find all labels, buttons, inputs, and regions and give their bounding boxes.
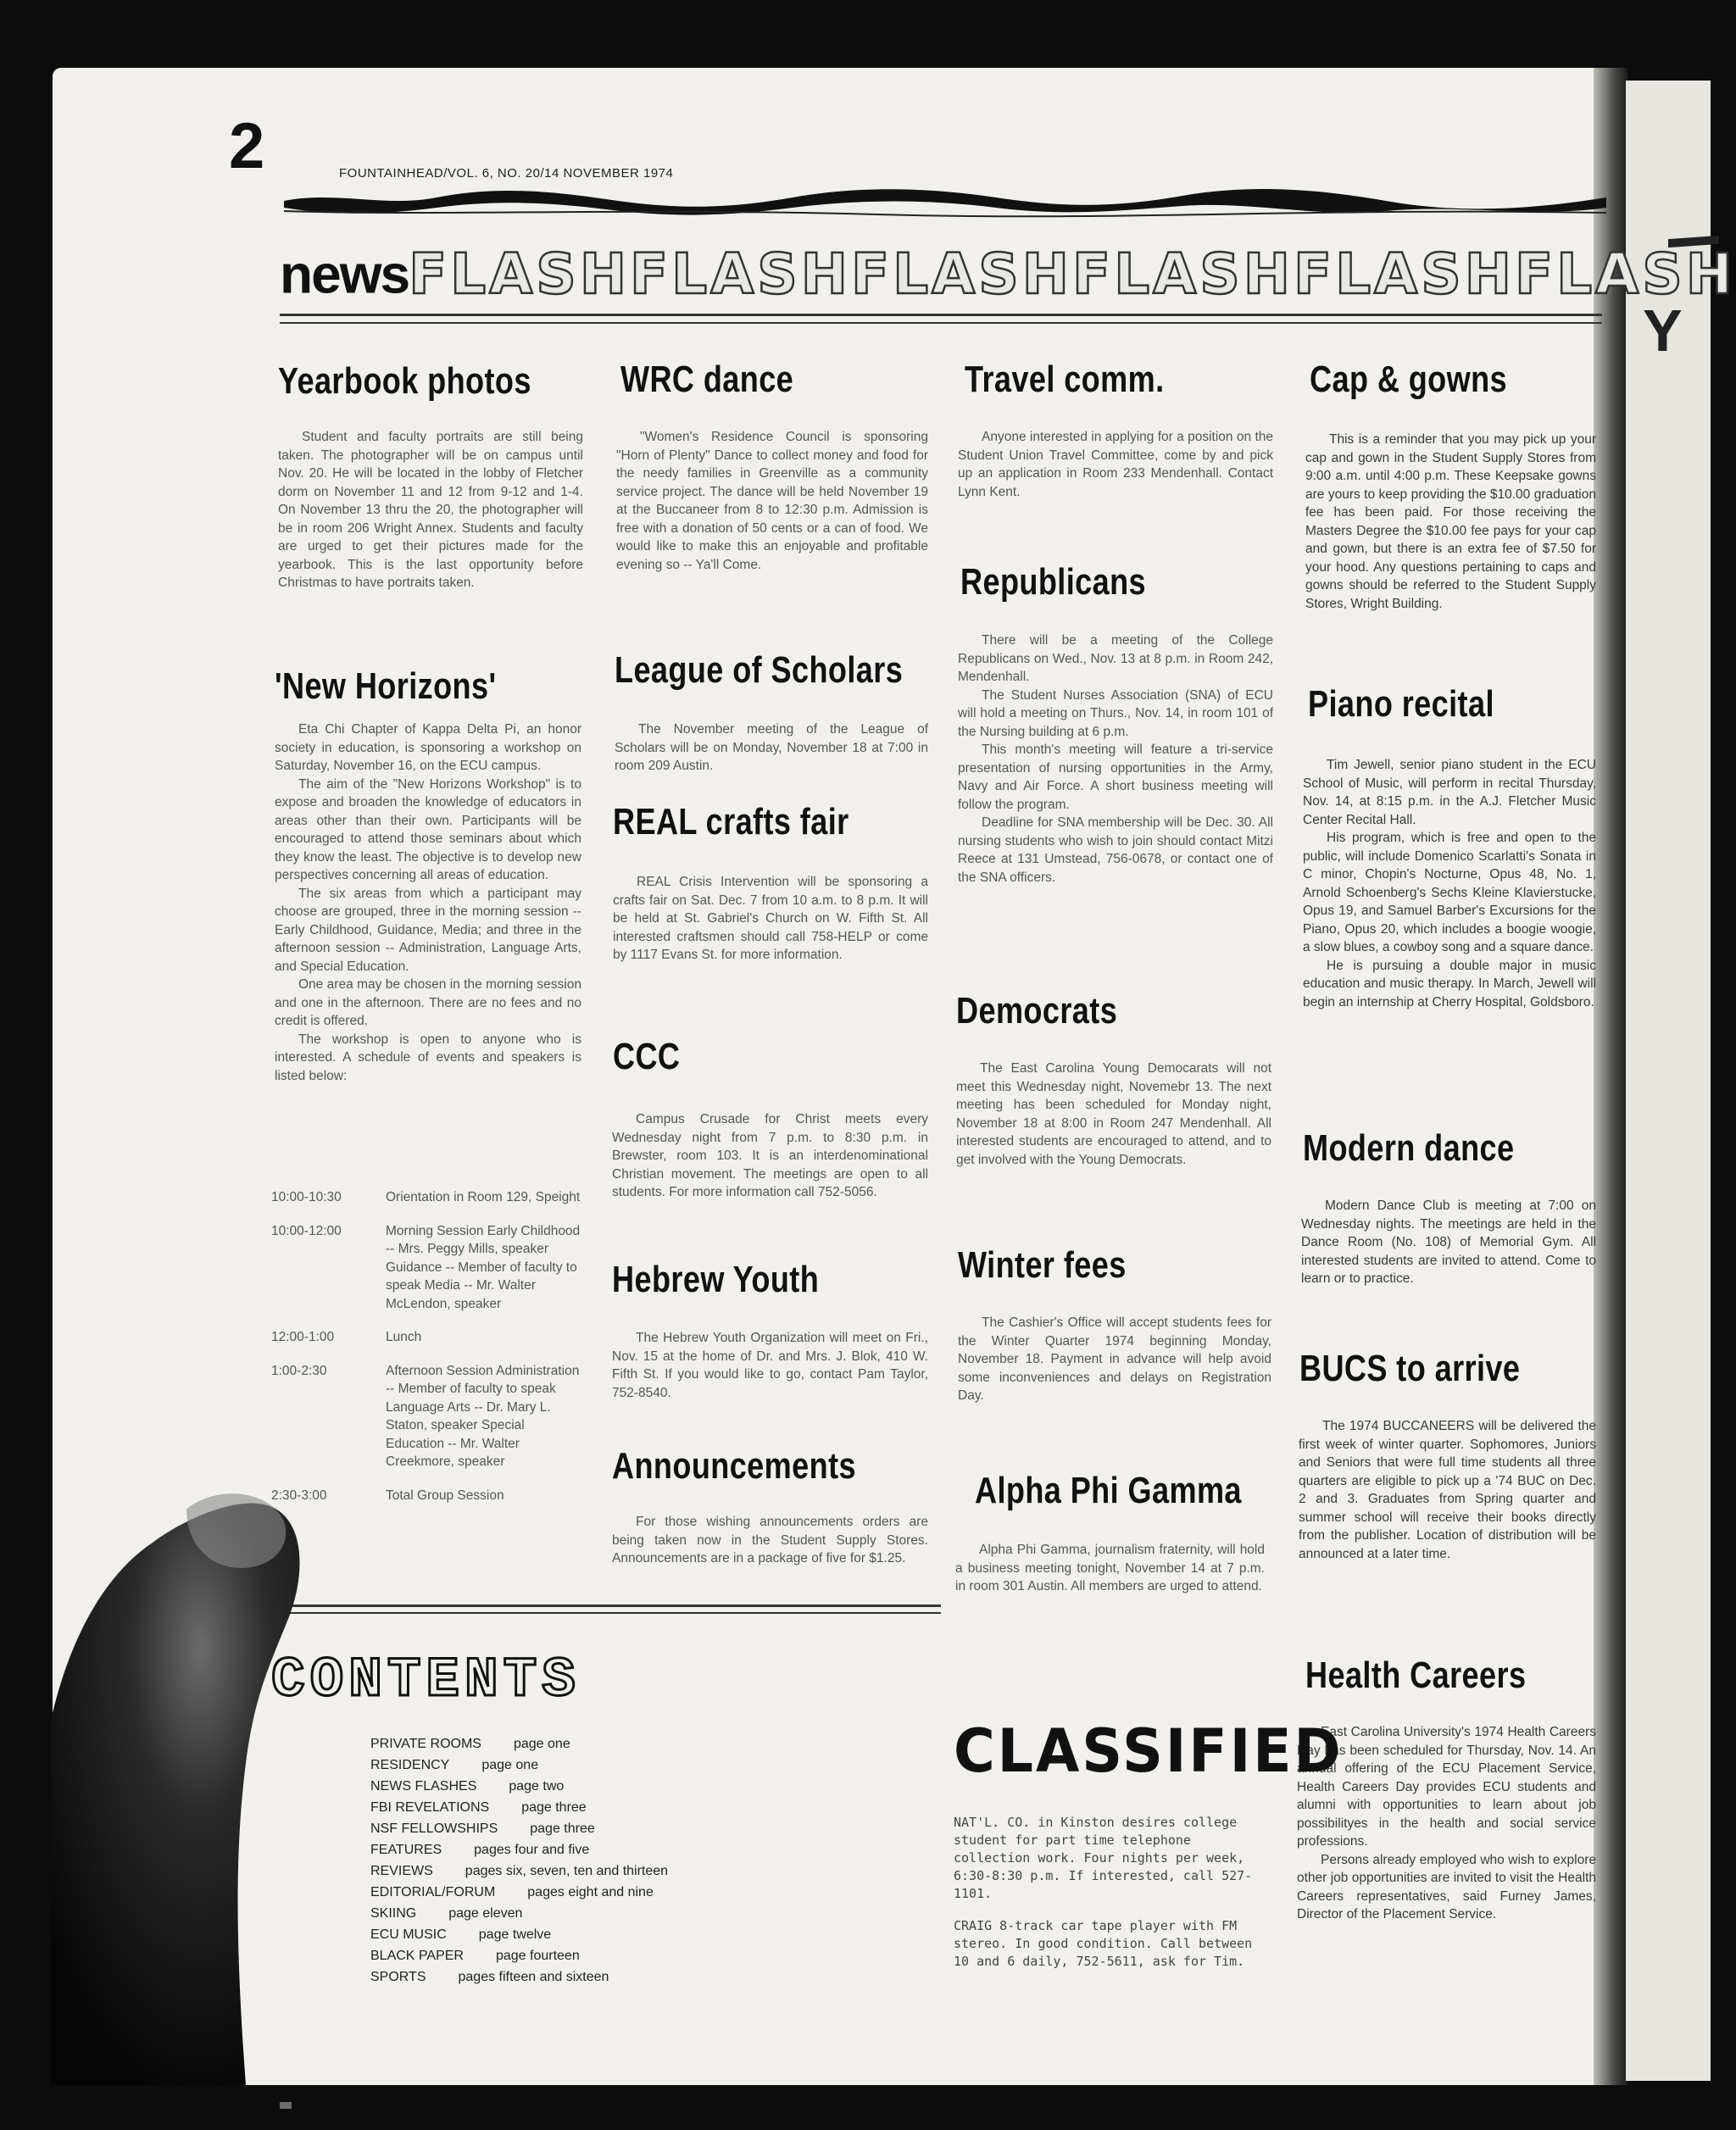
schedule-desc: Lunch bbox=[386, 1330, 422, 1344]
health-paragraph-1: East Carolina University's 1974 Health Careers Day has been scheduled for Thursday, Nov. 14. An annual offering of the ECU Placement Service, Health Careers Day provides ECU students and alumni with opportunities to learn about job possibilityes in the health and social service professions. bbox=[1297, 1725, 1596, 1849]
schedule-time: 10:00-10:30 bbox=[271, 1190, 342, 1204]
contents-label: NEWS FLASHES bbox=[370, 1779, 477, 1794]
article-yearbook-text: Student and faculty portraits are still being taken. The photographer will be on campus until Nov. 20. He will be located in the lobby of Fletcher dorm on November 11 and 12 from 9-12 and 1-4. On November 13 thru the 20, the photographer will be in room 206 Wright Annex. Students and faculty are urged to get their pictures made for the yearbook. This is the last opportunity before Christmas to have portraits taken. bbox=[278, 430, 583, 590]
republicans-paragraph-4: Deadline for SNA membership will be Dec. 30. All nursing students who wish to join should contact Mitzi Reece at 131 Umstead, 756-0678, or contact one of the SNA officers. bbox=[958, 815, 1273, 885]
contents-label: EDITORIAL/FORUM bbox=[370, 1885, 496, 1899]
contents-item bbox=[370, 1945, 668, 1966]
schedule-desc: Orientation in Room 129, Speight bbox=[386, 1190, 581, 1204]
article-league-of-scholars bbox=[615, 720, 928, 776]
contents-item bbox=[370, 1818, 668, 1839]
piano-paragraph-2: His program, which is free and open to the public, will include Domenico Scarlatti's Sonata in C minor, Chopin's Nocturne, Opus 48, No. 1, Arnold Schoenberg's Sechs Kleine Klavierstucke, Opus 19, and Samuel Barber's Excursions for the Piano, Opus 20, which includes a boogie woogie, a slow blues, a cowboy song and a square dance. bbox=[1303, 831, 1596, 954]
contents-rule-bottom bbox=[271, 1612, 941, 1614]
article-democrats-text: The East Carolina Young Democarats will not meet this Wednesday night, Novemebr 13. The next meeting has been scheduled for Monday night, November 18 at 8:00 in Room 247 Mendenhall. All interested students are encouraged to attend, and to get involved with the Young Democrats. bbox=[956, 1061, 1271, 1167]
contents-page: pages fifteen and sixteen bbox=[458, 1970, 609, 1984]
schedule-time: 2:30-3:00 bbox=[271, 1488, 327, 1503]
contents-page: page twelve bbox=[478, 1927, 552, 1942]
banner-rule-bottom bbox=[280, 322, 1602, 324]
banner-news-word: news bbox=[280, 243, 409, 305]
contents-item bbox=[370, 1860, 668, 1882]
page-gutter bbox=[1594, 68, 1628, 2085]
contents-label: NSF FELLOWSHIPS bbox=[370, 1821, 498, 1836]
article-capgown-text: This is a reminder that you may pick up your cap and gown in the Student Supply Stores from 9:00 a.m. until 4:00 p.m. These Keepsake gowns are yours to keep providing the $10.00 graduation fee has been paid. For those receiving the Masters Degree the $10.00 fee pays for your cap and gown, but there is an extra fee of $7.50 for your hood. Any questions pertaining to caps and gowns should be referred to the Student Supply Stores, Wright Building. bbox=[1305, 432, 1596, 611]
thumb-photo bbox=[51, 1441, 305, 2085]
classified-ad-1: NAT'L. CO. in Kinston desires college student for part time telephone collection work. Four nights per week, 6:30-8:30 p.m. If interested, call 527-1101. bbox=[954, 1815, 1253, 1901]
piano-paragraph-1: Tim Jewell, senior piano student in the ECU School of Music, will perform in recital Thursday, Nov. 14, at 8:15 p.m. in the A.J. Fletcher Music Center Recital Hall. bbox=[1303, 758, 1596, 827]
contents-page: page three bbox=[521, 1800, 587, 1815]
headline-hebrew-youth: Hebrew Youth bbox=[612, 1259, 820, 1300]
headline-new-horizons: 'New Horizons' bbox=[275, 665, 497, 707]
headline-democrats: Democrats bbox=[956, 990, 1118, 1032]
contents-page: page eleven bbox=[448, 1906, 523, 1921]
horizons-paragraph-2: The aim of the "New Horizons Workshop" is to expose and broaden the knowledge of educators in areas other than their own. Participants will be encouraged to attend those seminars about which they know the least. The objective is to develop new perspectives concerning all areas of education. bbox=[275, 776, 581, 882]
classified-title: CLASSIFIED bbox=[954, 1716, 1344, 1786]
contents-label: RESIDENCY bbox=[370, 1758, 450, 1772]
article-democrats bbox=[956, 1059, 1271, 1169]
headline-piano-recital: Piano recital bbox=[1308, 683, 1494, 725]
masthead-wave-rule bbox=[284, 182, 1606, 220]
scan-speck bbox=[280, 2102, 292, 2109]
horizons-paragraph-4: One area may be chosen in the morning session and one in the afternoon. There are no fees and no credit is offered. bbox=[275, 977, 581, 1028]
schedule-row bbox=[271, 1487, 585, 1505]
article-hebrew-youth bbox=[612, 1329, 928, 1402]
article-bucs-text: The 1974 BUCCANEERS will be delivered the first week of winter quarter. Sophomores, Juniors and Seniors that were full time students all three quarters are eligible to pick up a '74 BUC on Dec. 2 and 3. Graduates from Spring quarter and summer school will receive their books directly from the publisher. Location of distribution will be announced at a later time. bbox=[1299, 1419, 1596, 1561]
schedule-time: 10:00-12:00 bbox=[271, 1223, 342, 1238]
article-ccc-text: Campus Crusade for Christ meets every Wednesday night from 7 p.m. to 8:30 p.m. in Brewster, room 103. It is an interdenominational Christian movement. The meetings are open to all students. For more information call 752-5056. bbox=[612, 1112, 928, 1199]
contents-list bbox=[370, 1733, 668, 1988]
headline-cap-and-gowns: Cap & gowns bbox=[1310, 359, 1508, 400]
contents-label: ECU MUSIC bbox=[370, 1927, 447, 1942]
headline-real-crafts-fair: REAL crafts fair bbox=[613, 801, 849, 843]
headline-travel-comm: Travel comm. bbox=[965, 359, 1165, 400]
contents-item bbox=[370, 1755, 668, 1776]
article-yearbook bbox=[278, 428, 583, 592]
contents-item bbox=[370, 1797, 668, 1818]
headline-health-careers: Health Careers bbox=[1305, 1655, 1527, 1696]
article-scholars-text: The November meeting of the League of Scholars will be on Monday, November 18 at 7:00 in room 209 Austin. bbox=[615, 722, 928, 773]
article-alpha-text: Alpha Phi Gamma, journalism fraternity, will hold a business meeting tonight, November 14 at 7 p.m. in room 301 Austin. All members are urged to attend. bbox=[955, 1543, 1265, 1593]
schedule-row bbox=[271, 1188, 585, 1207]
contents-item bbox=[370, 1839, 668, 1860]
contents-page: page fourteen bbox=[495, 1949, 580, 1963]
schedule-time: 12:00-1:00 bbox=[271, 1330, 335, 1344]
headline-ccc: CCC bbox=[613, 1036, 681, 1077]
contents-item bbox=[370, 1776, 668, 1797]
republicans-paragraph-3: This month's meeting will feature a tri-service presentation of nursing opportunities in the Army, Navy and Air Force. A short business meeting will follow the program. bbox=[958, 742, 1273, 812]
health-paragraph-2: Persons already employed who wish to explore other job opportunities are invited to visit the Health Careers representatives, said Furney James, Director of the Placement Service. bbox=[1297, 1852, 1596, 1921]
headline-announcements: Announcements bbox=[612, 1445, 856, 1487]
schedule-row bbox=[271, 1328, 585, 1347]
article-real-crafts-fair bbox=[613, 873, 928, 965]
headline-bucs-to-arrive: BUCS to arrive bbox=[1299, 1348, 1521, 1389]
schedule-desc: Afternoon Session Administration -- Member of faculty to speak Language Arts -- Dr. Mary L. Staton, speaker Special Education -- Mr. Walter Creekmore, speaker bbox=[386, 1363, 580, 1469]
article-new-horizons bbox=[275, 720, 581, 1085]
headline-league-of-scholars: League of Scholars bbox=[615, 649, 904, 691]
schedule-desc: Morning Session Early Childhood -- Mrs. Peggy Mills, speaker Guidance -- Member of faculty to speak Media -- Mr. Walter McLendon, speaker bbox=[386, 1223, 581, 1311]
article-travel-text: Anyone interested in applying for a position on the Student Union Travel Committee, come by and pick up an application in Room 233 Mendenhall. Contact Lynn Kent. bbox=[958, 430, 1273, 499]
contents-item bbox=[370, 1924, 668, 1945]
folio-line: FOUNTAINHEAD/VOL. 6, NO. 20/14 NOVEMBER 1974 bbox=[339, 166, 674, 181]
article-winter-text: The Cashier's Office will accept students fees for the Winter Quarter 1974 beginning Monday, November 18. Payment in advance will help avoid some inconveniences and delays on Registration Day. bbox=[958, 1315, 1271, 1403]
contents-label: REVIEWS bbox=[370, 1864, 433, 1878]
horizons-paragraph-3: The six areas from which a participant may choose are grouped, three in the morning session -- Early Childhood, Guidance, Media; and three in the afternoon session -- Administration, Language Arts, and Special Education. bbox=[275, 886, 581, 974]
facing-page-letter: Y bbox=[1643, 298, 1683, 364]
schedule-row bbox=[271, 1222, 585, 1314]
article-winter-fees bbox=[958, 1314, 1271, 1405]
article-modern-dance bbox=[1301, 1197, 1596, 1288]
contents-rule-top bbox=[271, 1604, 941, 1607]
article-hebrew-text: The Hebrew Youth Organization will meet on Fri., Nov. 15 at the home of Dr. and Mrs. J. Blok, 410 W. Fifth St. If you would like to go, contact Pam Taylor, 752-8540. bbox=[612, 1331, 928, 1400]
headline-alpha-phi-gamma: Alpha Phi Gamma bbox=[975, 1470, 1242, 1511]
schedule-time: 1:00-2:30 bbox=[271, 1363, 327, 1378]
headline-winter-fees: Winter fees bbox=[958, 1244, 1127, 1286]
article-announcements bbox=[612, 1513, 928, 1568]
contents-label: SKIING bbox=[370, 1906, 417, 1921]
article-alpha-phi-gamma bbox=[955, 1541, 1265, 1596]
contents-label: PRIVATE ROOMS bbox=[370, 1737, 481, 1751]
article-wrc-text: "Women's Residence Council is sponsoring "Horn of Plenty" Dance to collect money and food for the needy families in Greenville as a community service project. The dance will be held November 19 at the Buccaneer from 8 to 12:30 p.m. Admission is free with a donation of 50 cents or a can of food. We would like to make this an enjoyable and profitable evening so -- Ya'll Come. bbox=[616, 430, 928, 572]
piano-paragraph-3: He is pursuing a double major in music education and music therapy. In March, Jewell will begin an internship at Cherry Hospital, Goldsboro. bbox=[1303, 958, 1596, 1009]
article-modern-text: Modern Dance Club is meeting at 7:00 on Wednesday nights. The meetings are held in the Dance Room (No. 108) of Memorial Gym. All interested students are invited to attend. Come to learn or to practice. bbox=[1301, 1198, 1596, 1286]
contents-page: page three bbox=[530, 1821, 595, 1836]
news-flash-banner bbox=[280, 242, 1736, 318]
contents-item bbox=[370, 1966, 668, 1988]
contents-page: page one bbox=[513, 1737, 570, 1751]
headline-modern-dance: Modern dance bbox=[1303, 1127, 1515, 1169]
contents-item bbox=[370, 1903, 668, 1924]
article-ccc bbox=[612, 1110, 928, 1202]
horizons-paragraph-1: Eta Chi Chapter of Kappa Delta Pi, an honor society in education, is sponsoring a workshop on Saturday, November 16, on the ECU campus. bbox=[275, 722, 581, 773]
contents-page: page one bbox=[481, 1758, 539, 1772]
contents-label: SPORTS bbox=[370, 1970, 426, 1984]
article-travel-comm bbox=[958, 428, 1273, 501]
contents-title: CONTENTS bbox=[271, 1649, 581, 1712]
article-republicans bbox=[958, 631, 1273, 887]
republicans-paragraph-2: The Student Nurses Association (SNA) of ECU will hold a meeting on Thurs., Nov. 14, in room 101 of the Nursing building at 6 p.m. bbox=[958, 687, 1273, 739]
contents-label: BLACK PAPER bbox=[370, 1949, 464, 1963]
contents-page: pages six, seven, ten and thirteen bbox=[465, 1864, 669, 1878]
classified-ad-2: CRAIG 8-track car tape player with FM stereo. In good condition. Call between 10 and 6 daily, 752-5611, ask for Tim. bbox=[954, 1918, 1253, 1969]
schedule-row bbox=[271, 1362, 585, 1471]
banner-flash-word: FLASHFLASHFLASHFLASHFLASHFLASH bbox=[409, 242, 1736, 307]
facing-page bbox=[1626, 81, 1711, 2081]
article-crafts-text: REAL Crisis Intervention will be sponsoring a crafts fair on Sat. Dec. 7 from 10 a.m. to 8 p.m. It will be held at St. Gabriel's Church on W. Fifth St. All interested craftsmen should call 758-HELP or come by 1117 Evans St. for more information. bbox=[613, 875, 928, 962]
article-announcements-text: For those wishing announcements orders are being taken now in the Student Supply Stores. Announcements are in a package of five for $1.25. bbox=[612, 1515, 928, 1566]
article-cap-and-gowns bbox=[1305, 431, 1596, 613]
horizons-paragraph-5: The workshop is open to anyone who is interested. A schedule of events and speakers is listed below: bbox=[275, 1032, 581, 1083]
contents-item bbox=[370, 1882, 668, 1903]
contents-page: page two bbox=[509, 1779, 565, 1794]
page-number: 2 bbox=[229, 110, 265, 182]
republicans-paragraph-1: There will be a meeting of the College Republicans on Wed., Nov. 13 at 8 p.m. in Room 242, Mendenhall. bbox=[958, 633, 1273, 684]
banner-rule-top bbox=[280, 314, 1602, 316]
contents-page: pages four and five bbox=[474, 1843, 590, 1857]
article-piano-recital bbox=[1303, 756, 1596, 1011]
headline-republicans: Republicans bbox=[960, 561, 1147, 603]
article-bucs-to-arrive bbox=[1299, 1417, 1596, 1563]
contents-label: FEATURES bbox=[370, 1843, 442, 1857]
headline-wrc-dance: WRC dance bbox=[620, 359, 794, 400]
contents-label: FBI REVELATIONS bbox=[370, 1800, 490, 1815]
article-wrc-dance bbox=[616, 428, 928, 574]
workshop-schedule bbox=[271, 1188, 585, 1520]
contents-item bbox=[370, 1733, 668, 1755]
contents-page: pages eight and nine bbox=[527, 1885, 654, 1899]
headline-yearbook: Yearbook photos bbox=[278, 360, 531, 402]
schedule-desc: Total Group Session bbox=[386, 1488, 504, 1503]
